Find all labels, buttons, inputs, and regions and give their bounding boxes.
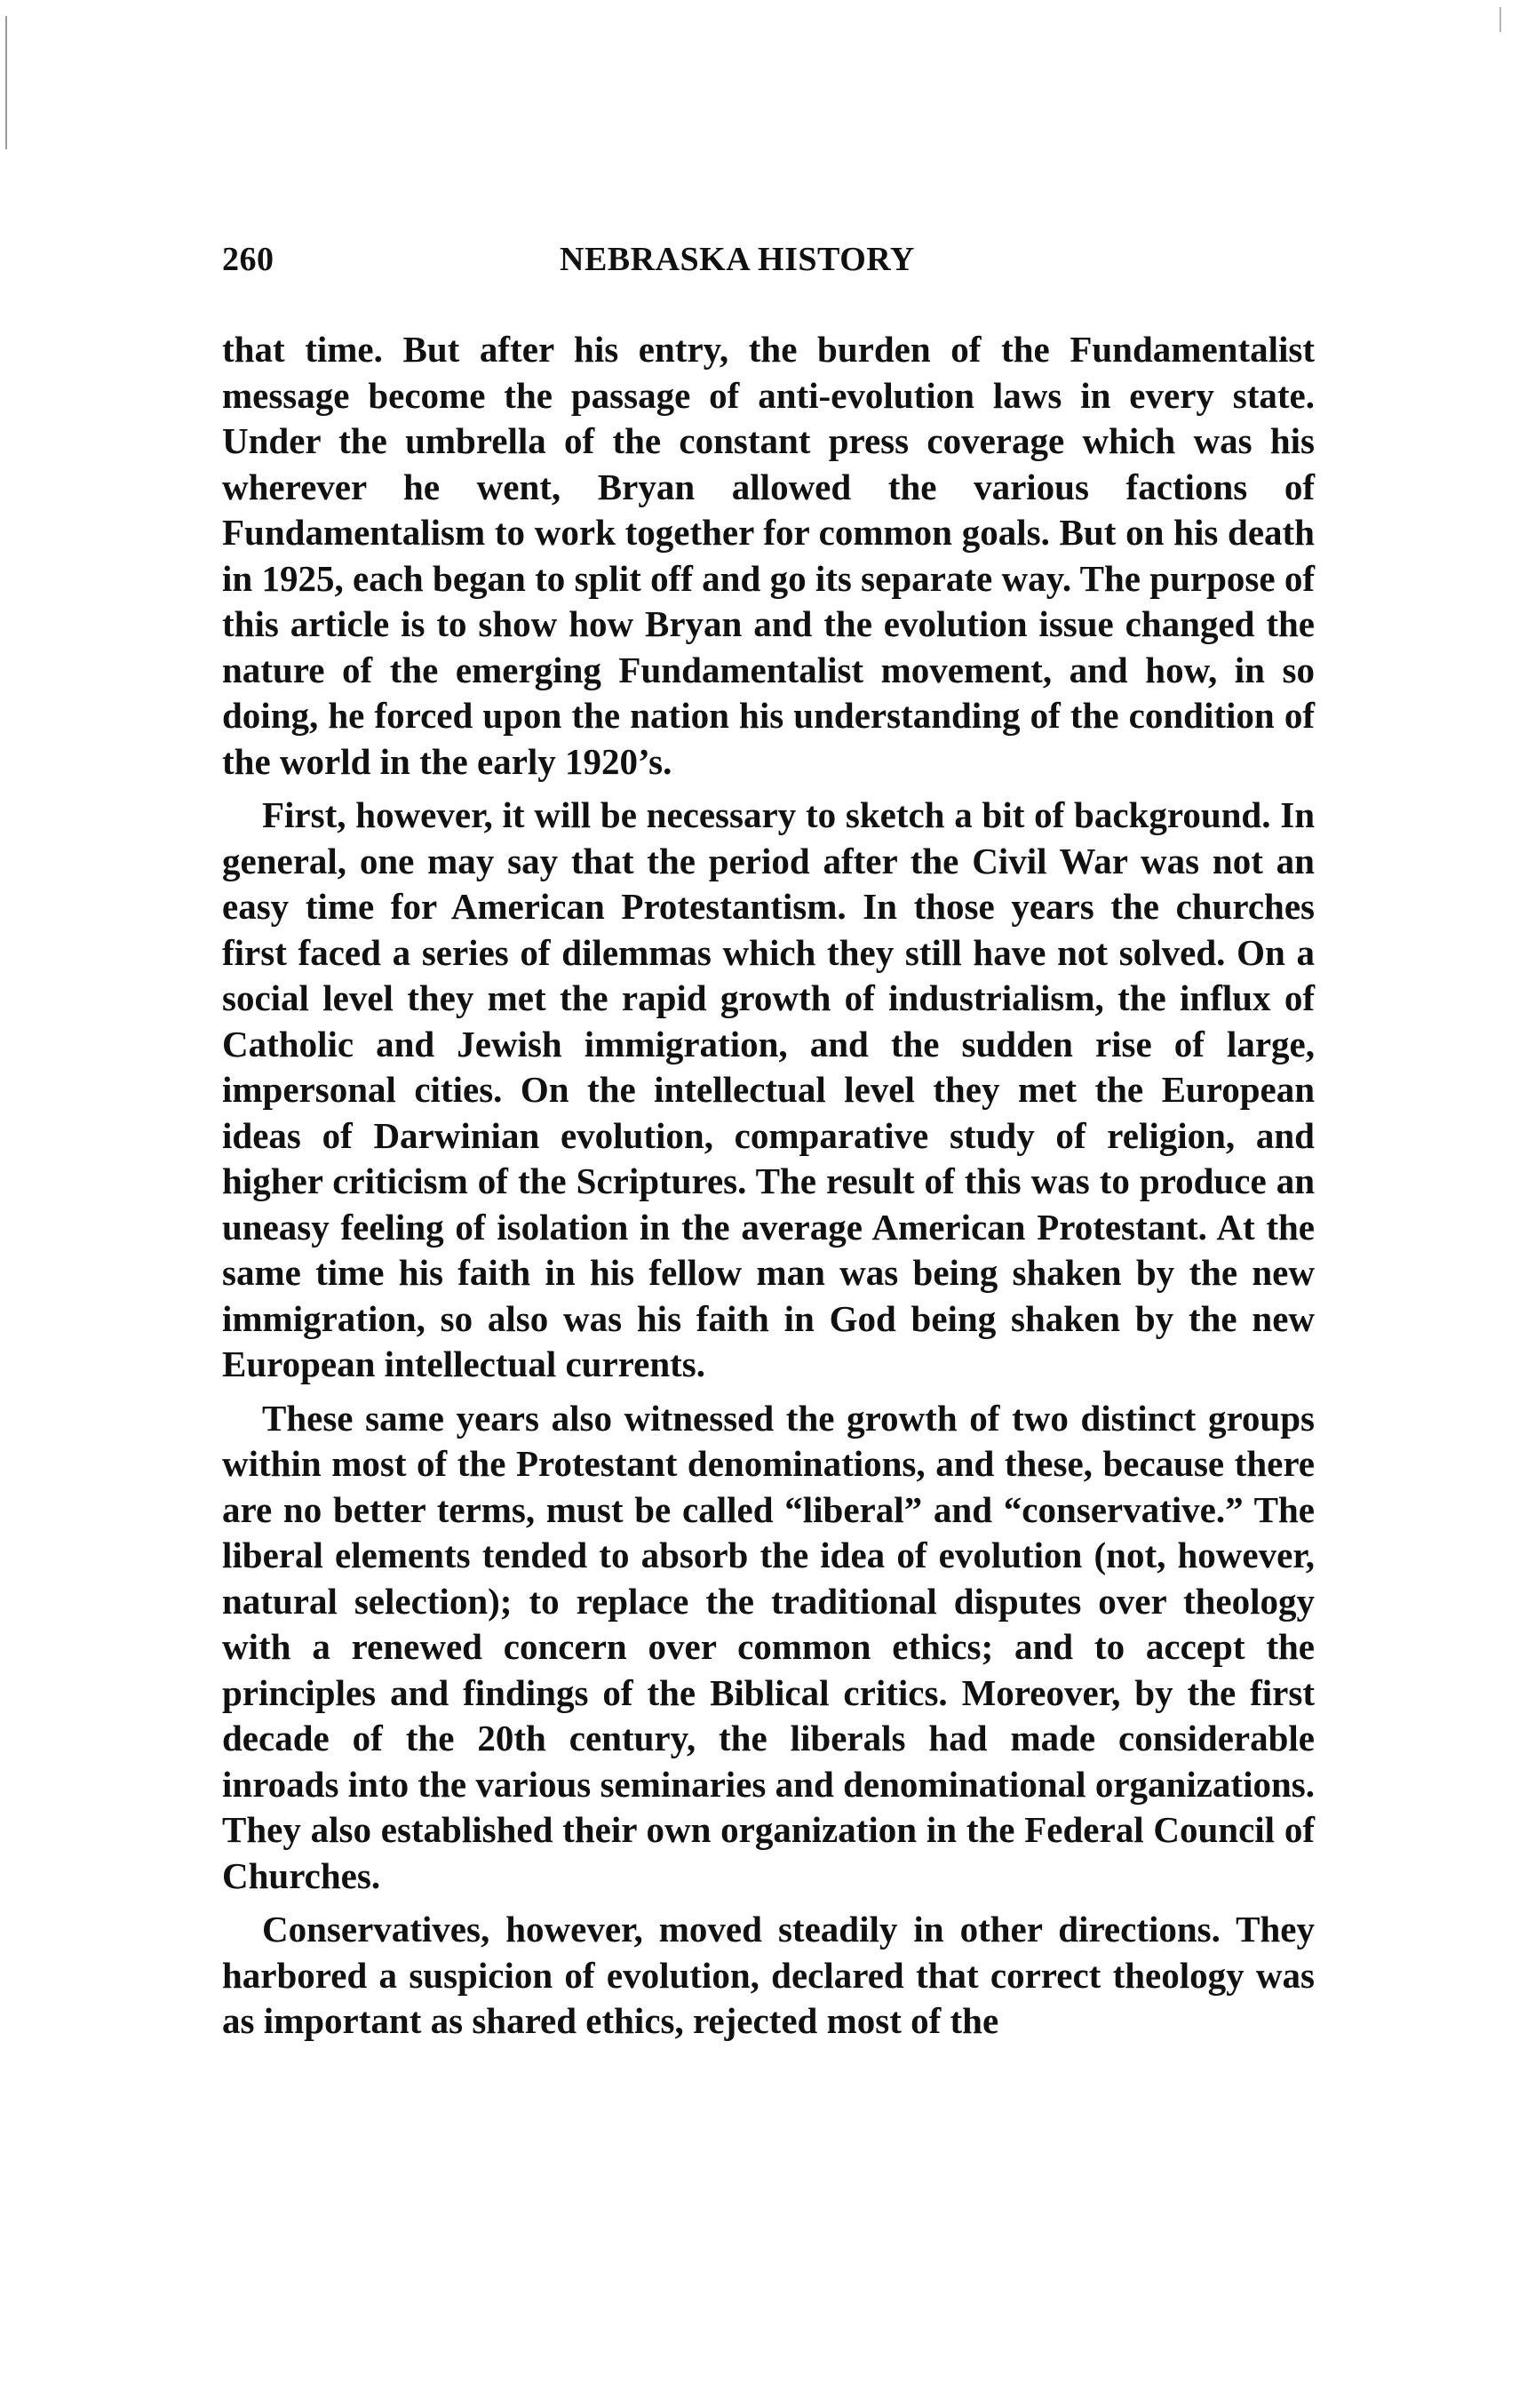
- scan-edge-mark: [5, 16, 7, 149]
- page-number: 260: [222, 241, 274, 278]
- scan-edge-mark: [1499, 7, 1501, 32]
- paragraph: These same years also witnessed the growth of two distinct groups within most of the Protestant denominations, and these, because there are no better terms, must be called “liberal” and “conservative.” The liberal elements tended to absorb the idea of evolution (not, however, natural selection); to replace the traditional disputes over theology with a renewed concern over common ethics; and to accept the principles and findings of the Biblical critics. Moreover, by the first decade of the 20th century, the liberals had made considerable inroads into the various seminaries and denominational organizations. They also established their own organization in the Federal Council of Churches.: [222, 1397, 1315, 1896]
- running-head: [222, 240, 1315, 293]
- journal-title: NEBRASKA HISTORY: [560, 241, 915, 278]
- paragraph: Conservatives, however, moved steadily in other directions. They harbored a suspicion of evolution, declared that correct theology was as important as shared ethics, rejected most of the: [222, 1909, 1315, 2041]
- paragraph-continued: that time. But after his entry, the burden of the Fundamentalist message become the passage of anti-evolution laws in every state. Under the umbrella of the constant press coverage which was his wherever he went, Bryan allowed the various factions of Fundamentalism to work together for common goals. But on his death in 1925, each began to split off and go its separate way. The purpose of this article is to show how Bryan and the evolution issue changed the nature of the emerging Fundamentalist movement, and how, in so doing, he forced upon the nation his understanding of the condition of the world in the early 1920’s.: [222, 329, 1315, 782]
- body-text: [222, 327, 1315, 2053]
- paragraph: First, however, it will be necessary to sketch a bit of background. In general, one may say that the period after the Civil War was not an easy time for American Protestantism. In those years the churches first faced a series of dilemmas which they still have not solved. On a social level they met the rapid growth of industrialism, the influx of Catholic and Jewish immigration, and the sudden rise of large, impersonal cities. On the intellectual level they met the European ideas of Darwinian evolution, comparative study of religion, and higher criticism of the Scriptures. The result of this was to produce an uneasy feeling of isolation in the average American Protestant. At the same time his faith in his fellow man was being shaken by the new immigration, so also was his faith in God being shaken by the new European intellectual currents.: [222, 794, 1315, 1384]
